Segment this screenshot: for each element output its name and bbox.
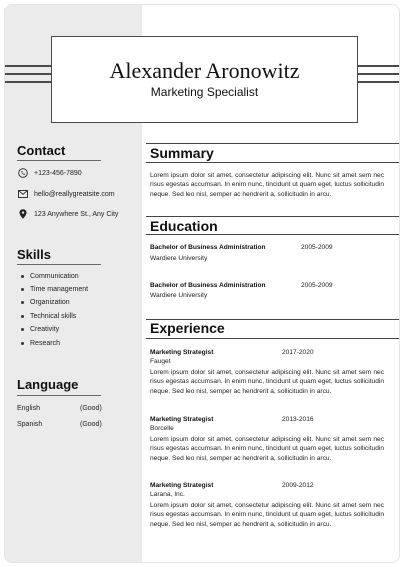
resume-page: [4, 4, 400, 563]
skills-heading: Skills: [17, 247, 51, 262]
summary-text: Lorem ipsum dolor sit amet, consectetur adipiscing elit. Nunc sit amet sem nec risus egestas accumsan. In enim nunc, tincidunt ut quam eget, luctus sollicitudin neque. Sed leo nisl, semper ac hendrerit a, sollicitudin in arcu.: [150, 172, 384, 198]
job-years: 2013-2016: [282, 416, 314, 423]
job-years: 2009-2012: [282, 482, 314, 489]
bullet-icon: [21, 342, 24, 345]
language-name: English: [17, 405, 40, 412]
job-years: 2017-2020: [282, 349, 314, 356]
education-bottom-rule: [146, 234, 400, 235]
bullet-icon: [21, 275, 24, 278]
job-description: Lorem ipsum dolor sit amet, consectetur adipiscing elit. Nunc sit amet sem nec risus egestas accumsan. In enim nunc, tincidunt ut quam eget, luctus sollicitudin neque. Sed leo nisl, semper ac hendrerit a, sollicitudin in arcu.: [150, 436, 384, 462]
header-box: [51, 36, 358, 123]
experience-bottom-rule: [146, 338, 400, 339]
job-description: Lorem ipsum dolor sit amet, consectetur adipiscing elit. Nunc sit amet sem nec risus egestas accumsan. In enim nunc, tincidunt ut quam eget, luctus sollicitudin neque. Sed leo nisl, semper ac hendrerit a, sollicitudin in arcu.: [150, 369, 384, 395]
skills-rule: [17, 264, 101, 265]
bullet-icon: [21, 288, 24, 291]
person-name: Alexander Aronowitz: [109, 58, 300, 83]
contact-rule: [17, 160, 101, 161]
bullet-icon: [21, 301, 24, 304]
skill-item: Technical skills: [21, 313, 76, 320]
job-role: Marketing Strategist: [150, 482, 214, 489]
skill-item: Creativity: [21, 326, 59, 333]
bullet-icon: [21, 328, 24, 331]
language-name: Spanish: [17, 421, 43, 428]
summary-bottom-rule: [146, 162, 400, 163]
contact-phone: [17, 168, 82, 178]
school-name: Wardiere University: [150, 255, 208, 262]
job-company: Borcelle: [150, 425, 174, 432]
job-role: Marketing Strategist: [150, 416, 214, 423]
school-name: Wardiere University: [150, 292, 208, 299]
email-text: hello@reallygreatsite.com: [34, 190, 115, 198]
location-pin-icon: [17, 209, 29, 219]
language-heading: Language: [17, 377, 79, 392]
email-icon: [17, 189, 29, 199]
bullet-icon: [21, 315, 24, 318]
degree-years: 2005-2009: [301, 282, 333, 289]
contact-email: [17, 189, 115, 199]
language-level: (Good): [80, 421, 102, 428]
summary-heading: Summary: [150, 145, 214, 161]
job-company: Fauget: [150, 358, 171, 365]
skill-item: Communication: [21, 273, 79, 280]
skill-item: Time management: [21, 286, 88, 293]
skill-item: Organization: [21, 299, 70, 306]
job-role: Marketing Strategist: [150, 349, 214, 356]
job-title: Marketing Specialist: [150, 85, 259, 99]
address-text: 123 Anywhere St., Any City: [34, 210, 119, 218]
language-rule: [17, 395, 101, 396]
education-top-rule: [146, 216, 400, 217]
summary-top-rule: [146, 143, 400, 144]
skill-item: Research: [21, 340, 60, 347]
phone-icon: [17, 168, 29, 178]
contact-heading: Contact: [17, 143, 66, 158]
education-heading: Education: [150, 218, 218, 234]
degree-title: Bachelor of Business Administration: [150, 282, 266, 289]
job-description: Lorem ipsum dolor sit amet, consectetur adipiscing elit. Nunc sit amet sem nec risus egestas accumsan. In enim nunc, tincidunt ut quam eget, luctus sollicitudin neque. Sed leo nisl, semper ac hendrerit a, sollicitudin in arcu.: [150, 502, 384, 528]
phone-text: +123-456-7890: [34, 169, 82, 177]
degree-years: 2005-2009: [301, 244, 333, 251]
experience-heading: Experience: [150, 320, 225, 336]
contact-address: [17, 209, 118, 219]
job-company: Larana, Inc.: [150, 491, 185, 498]
language-level: (Good): [80, 405, 102, 412]
degree-title: Bachelor of Business Administration: [150, 244, 266, 251]
